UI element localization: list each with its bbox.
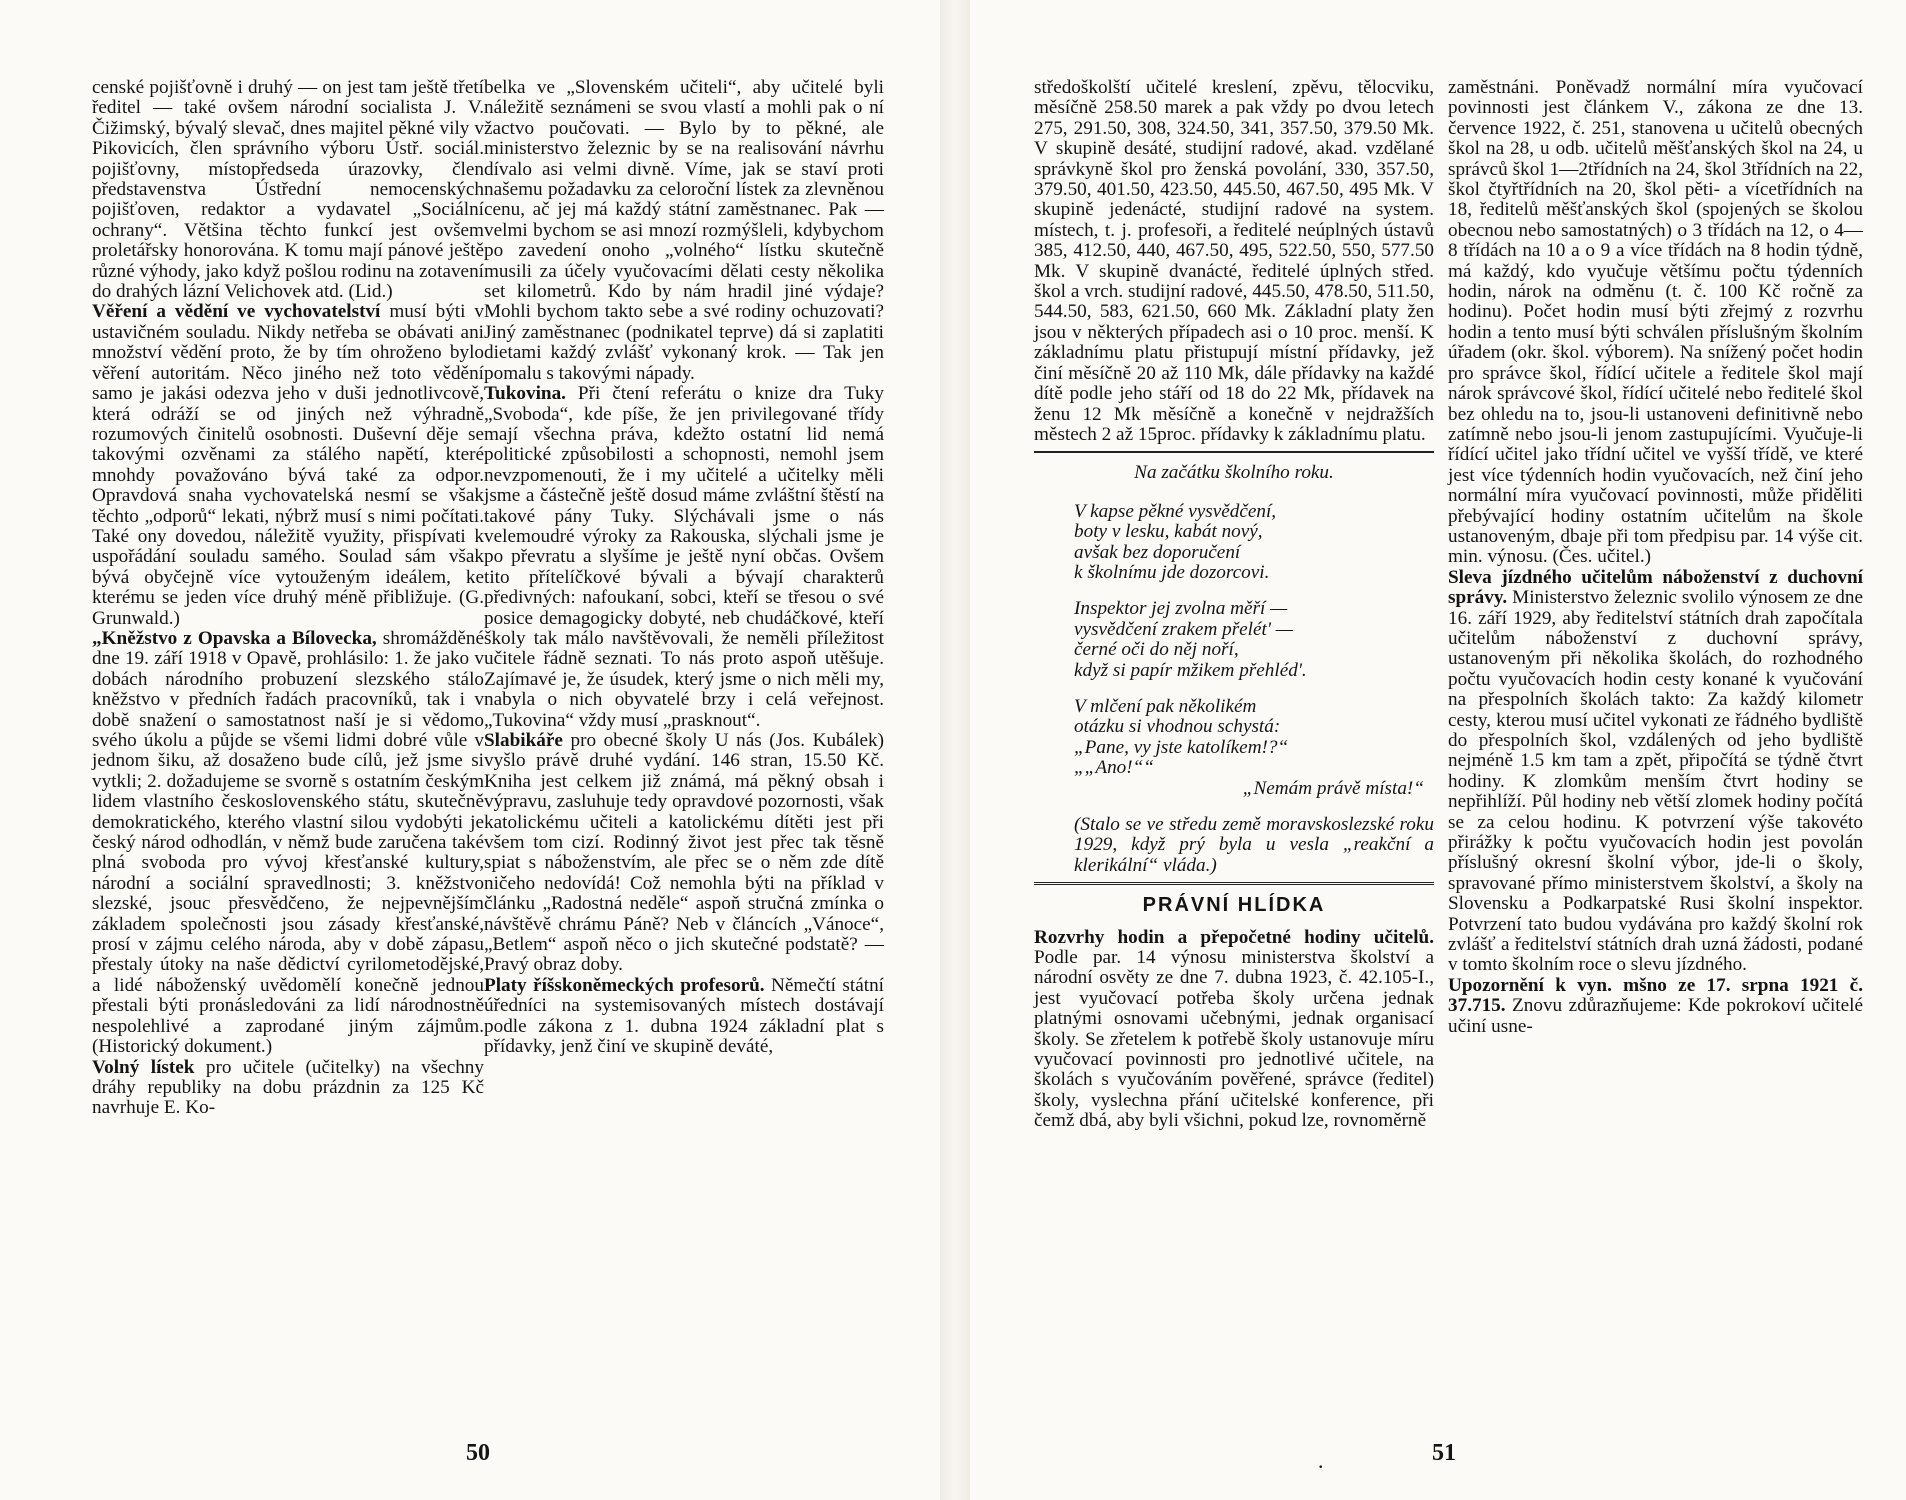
- divider: [1034, 882, 1434, 885]
- poem-line: V mlčení pak několikém: [1074, 695, 1257, 717]
- paragraph: zaměstnáni. Poněvadž normální míra vyučovací povinnosti jest článkem V., zákona ze dne 13. července 1922, č. 251, stanovena u učitelů obecných škol na 28, u odb. učitelů měšťanských škol na 24, u správců škol 1—2třídních na 24, škol 3třídních na 22, škol čtyřtřídních na 20, škol pěti- a vícetřídních na 18, ředitelů měšťanských škol (spojených se školou obecnou nebo samostatných) o 3 třídách na 12, o 4—8 třídách na 10 a o 9 a více třídách na 8 hodin týdně, má každý, kdo vyučuje většímu počtu týdenních hodin, nárok na odměnu (t. č. 100 Kč ročně za hodinu). Počet hodin musí býti zřejmý z rozvrhu hodin a tento musí býti schválen příslušným školním úřadem (okr. škol. výborem). Na snížený počet hodin pro správce škol, řídící učitele a ředitele škol mají nárok správcové škol, řídící učitelé nebo ředitelé škol bez ohledu na to, jsou-li ustanoveni definitivně nebo zatímně nebo jsou-li jenom zastupujícími. Vyučuje-li řídící učitel jako třídní učitel ve vyšší třídě, ve které jest více týdenních hodin vyučovacích, než činí jeho normální míra vyučovací povinnosti, může přiděliti přebývající hodiny ostatním učitelům na škole ustanoveným, dbaje při tom předpisu par. 14 výše cit. min. výnosu. (Čes. učitel.): [1448, 77, 1863, 568]
- poem-stanza: [1074, 599, 1434, 681]
- poem-note: (Stalo se ve středu země moravskoslezské roku 1929, když prý byla u vesla „reakční a klerikální“ vláda.): [1074, 814, 1434, 876]
- paragraph: Slabikáře pro obecné školy U nás (Jos. Kubálek) vyšlo právě druhé vydání. 146 stran, 15.50 Kč. Kniha jest celkem již známá, má pěkný obsah i výpravu, zasluhuje tedy opravdové pozornosti, však katolickému učiteli a katolickému dítěti jest při všem tom cizí. Rodinný život jest přec tak těsně spiat s náboženstvím, ale přec se o něm zde dítě ničeho nedovídá! Což nemohla býti na příklad v článku „Radostná neděle“ aspoň stručná zmínka o návštěvě chrámu Páně? Neb v článcích „Vánoce“, „Betlem“ aspoň něco o jich skutečné podstatě? — Pravý obraz doby.: [484, 730, 884, 976]
- page-number-left: 50: [466, 1440, 490, 1466]
- poem-title: Na začátku školního roku.: [1134, 462, 1334, 484]
- left-page-column-2: [484, 78, 884, 1058]
- poem-stanza: [1074, 697, 1434, 799]
- paragraph: Platy říšskoněmeckých profesorů. Němečtí státní úředníci na systemisovaných místech dostávají podle zákona z 1. dubna 1924 základní plat s přídavky, jenž činí ve skupině deváté,: [484, 974, 884, 1058]
- paragraph: Rozvrhy hodin a přepočetné hodiny učitelů. Podle par. 14 výnosu ministerstva školství a národní osvěty ze dne 7. dubna 1923, č. 42.105-I., jest vyučovací potřeba školy určena jednak platnými osnovami učebnými, jednak organisací školy. Se zřetelem k potřebě školy ustanovuje míru vyučovací povinnosti pro jednotlivé učitele, na školách s vyučováním pověřené, správce (ředitel) školy, vyslechna přání učitelské konference, při čemž dbá, aby byli všichni, pokud lze, rovnoměrně: [1034, 926, 1434, 1132]
- divider: [1034, 451, 1434, 453]
- poem-line: otázku si vhodnou schystá:: [1074, 716, 1281, 738]
- poem-closing-line: „Nemám právě místa!“: [1242, 777, 1424, 799]
- right-page-column-1: [1034, 78, 1434, 1132]
- poem-line: Inspektor jej zvolna měří —: [1074, 598, 1288, 620]
- section-heading: PRÁVNÍ HLÍDKA: [1142, 894, 1326, 917]
- paragraph: Věření a vědění ve vychovatelství musí býti v ustavičném souladu. Nikdy netřeba se obávati ani množství vědění proto, že by tím ohroženo bylo věření autoritám. Něco jiného než toto vědění samo je jakási odezva jeho v duši jednotlivcově, která odráží se od jiných než výhradně rozumových činitelů osobnosti. Duševní děje se takovými ozvěnami za stálého napětí, které mnohdy považováno bývá také za odpor. Opravdová snaha vychovatelská nesmí se však těchto „odporů“ lekati, nýbrž musí s nimi počítati. Také ony dovedou, náležitě využity, přispívati k uspořádání souladu samého. Soulad sám však bývá obyčejně více vytouženým ideálem, ke kterému se jeden více druhý méně přibližuje. (G. Grunwald.): [92, 301, 484, 629]
- paragraph: Sleva jízdného učitelům náboženství z duchovní správy. Ministerstvo železnic svolilo výnosem ze dne 16. září 1929, aby ředitelství státních drah započítala učitelům náboženství z duchovní správy, ustanoveným při několika školách, do rozhodného počtu vyučovacích hodin cesty konané k vyučování na přespolních školách takto: Za každý kilometr cesty, kterou musí učitel vykonati ze řádného bydliště do přespolních škol, vzdálených od jeho bydliště nejméně 1.5 km tam a zpět, připočítá se týdně čtvrt hodiny. K zlomkům menším čtvrt hodiny se nepřihlíží. Půl hodiny neb větší zlomek hodiny počítá se za celou hodinu. K potvrzení výše takovéto přirážky k počtu vyučovacích hodin jest povolán příslušný okresní školní výbor, jde-li o školy, spravované přímo ministerstvem školství, a školy na Slovensku a Podkarpatské Rusi školní inspektor. Potvrzení tato budou vydávána pro každý školní rok zvlášť a ředitelství státních drah uzná žádosti, podané v tomto školním roce o slevu jízdného.: [1448, 566, 1863, 976]
- poem-line: avšak bez doporučení: [1074, 541, 1241, 563]
- poem: [1034, 463, 1434, 876]
- poem-line: V kapse pěkné vysvědčení,: [1074, 500, 1277, 522]
- page-number-right: 51: [1432, 1440, 1456, 1466]
- poem-line: když si papír mžikem přehléd'.: [1074, 659, 1307, 681]
- poem-line: „„Ano!““: [1074, 757, 1154, 779]
- paragraph: Tukovina. Při čtení referátu o knize dra Tuky „Svoboda“, kde píše, že jen privilegované třídy mají všechna práva, kdežto ostatní lid nemá politické způsobilosti a schopnosti, nemohl jsem nevzpomenouti, že i my učitelé a učitelky měli jsme a částečně ještě dosud máme zvláštní štěstí na takové pány Tuky. Slýchávali jsme o nás velemoudré výroky za Rakouska, slýchali jsme je po převratu a slyšíme je ještě nyní občas. Ovšem tito přítelíčkové bývali a bývají charakterů předivných: nafoukaní, sobci, kteří se třesou o své posice demagogicky dobyté, neb chudáčkové, kteří školy tak málo navštěvovali, že neměli příležitost učitele řádně seznati. To nás proto aspoň utěšuje. Zajímavé je, že úsudek, který jsme o nich měli my, nabyla o nich obyvatelé brzy i celá veřejnost. „Tukovina“ vždy musí „prasknout“.: [484, 383, 884, 731]
- stray-dot: .: [1318, 1448, 1324, 1473]
- paragraph: středoškolští učitelé kreslení, zpěvu, tělocviku, měsíčně 258.50 marek a pak vždy po dvou letech 275, 291.50, 308, 324.50, 341, 357.50, 379.50 Mk. V skupině desáté, studijní radové, akad. vzdělané správkyně škol pro ženská povolání, 330, 357.50, 379.50, 401.50, 423.50, 445.50, 467.50, 495 Mk. V skupině jedenácté, studijní radové na system. místech, t. j. profesoři, a ředitelé neúplných ústavů 385, 412.50, 440, 467.50, 495, 522.50, 550, 577.50 Mk. V skupině dvanácté, ředitelé úplných střed. škol a vrch. studijní radové, 445.50, 478.50, 511.50, 544.50, 583, 621.50, 660 Mk. Základní platy žen jsou v některých případech asi o 10 proc. menší. K základnímu platu přistupují místní přídavky, jež činí měsíčně 20 až 110 Mk, dále přídavky na každé dítě podle jeho stáří od 18 do 22 Mk, přídavek na ženu 12 Mk měsíčně a konečně v nejdražších městech 2 až 15proc. přídavky k základnímu platu.: [1034, 77, 1434, 445]
- paragraph: Volný lístek pro učitele (učitelky) na všechny dráhy republiky na dobu prázdnin za 125 Kč navrhuje E. Ko-: [92, 1056, 484, 1119]
- poem-line: vysvědčení zrakem přelét' —: [1074, 618, 1293, 640]
- poem-line: „Pane, vy jste katolíkem!?“: [1074, 736, 1289, 758]
- right-page-column-2: [1448, 78, 1863, 1037]
- poem-line: černé oči do něj noří,: [1074, 639, 1239, 661]
- paragraph: „Kněžstvo z Opavska a Bílovecka, shromážděné dne 19. září 1918 v Opavě, prohlásilo: 1. že jako v dobách národního probuzení slezského stálo kněžstvo v předních řadách pracovníků, tak i v době snažení o samostatnost naší je si vědomo svého úkolu a půjde se všemi lidmi dobré vůle v jednom šiku, až dosaženo bude cílů, jež jsme si vytkli; 2. dožadujeme se svorně s ostatním českým lidem vlastního československého státu, skutečně demokratického, kterého vlastní silou vydobýti je český národ odhodlán, v němž bude zaručena také plná svoboda pro vývoj křesťanské kultury, národní a sociální spravedlnosti; 3. kněžstvo slezské, jsouc přesvědčeno, že nejpevnějším základem společnosti jsou zásady křesťanské, prosí v zájmu celého národa, aby v době zápasu přestaly útoky na naše dědictví cyrilometodějské, a lidé náboženský uvědomělí konečně jednou přestali býti pronásledováni za lidí národnostně nespolehlivé a zaprodané jiným zájmům. (Historický dokument.): [92, 627, 484, 1058]
- paragraph: belka ve „Slovenském učiteli“, aby učitelé byli náležitě seznámeni se svou vlastí a mohli pak o ní žactvo poučovati. — Bylo by to pěkné, ale ministerstvo železnic by se na realisování návrhu dívalo asi velmi divně. Víme, jak se staví proti našemu požadavku za celoroční lístek za zlevněnou cenu, ač jej má každý státní zaměstnanec. Pak — velmi bychom se asi mnozí rozmýšleli, kdybychom po zavedení onoho „volného“ lístku skutečně musili za účely vyučovacími dělati cesty několika set kilometrů. Kdo by nám hradil jiné výdaje? Mohli bychom takto sebe a své rodiny ochuzovati? Jiný zaměstnanec (podnikatel teprve) dá si zaplatiti dietami každý zvlášť vykonaný krok. — Tak jen pomalu s takovými nápady.: [484, 77, 884, 384]
- paragraph: Upozornění k vyn. mšno ze 17. srpna 1921 č. 37.715. Znovu zdůrazňujeme: Kde pokrokoví učitelé učiní usne-: [1448, 974, 1863, 1037]
- poem-line: boty v lesku, kabát nový,: [1074, 521, 1263, 543]
- left-page-column-1: [92, 78, 484, 1119]
- paragraph: censké pojišťovně i druhý — on jest tam ještě třetí ředitel — také ovšem národní socialista J. V. Čižimský, bývalý slevač, dnes majitel pěkné vily v Pikovicích, člen správního výboru Ústř. sociál. pojišťovny, místopředseda úrazovky, člen představenstva Ústřední nemocenských pojišťoven, redaktor a vydavatel „Sociální ochrany“. Většina těchto funkcí jest ovšem proletářsky honorována. K tomu mají pánové ještě různé výhody, jako když pošlou rodinu na zotavení do drahých lázní Velichovek atd. (Lid.): [92, 77, 485, 303]
- page-gutter: [940, 0, 970, 1500]
- poem-stanza: [1074, 502, 1434, 584]
- poem-line: k školnímu jde dozorcovi.: [1074, 561, 1270, 583]
